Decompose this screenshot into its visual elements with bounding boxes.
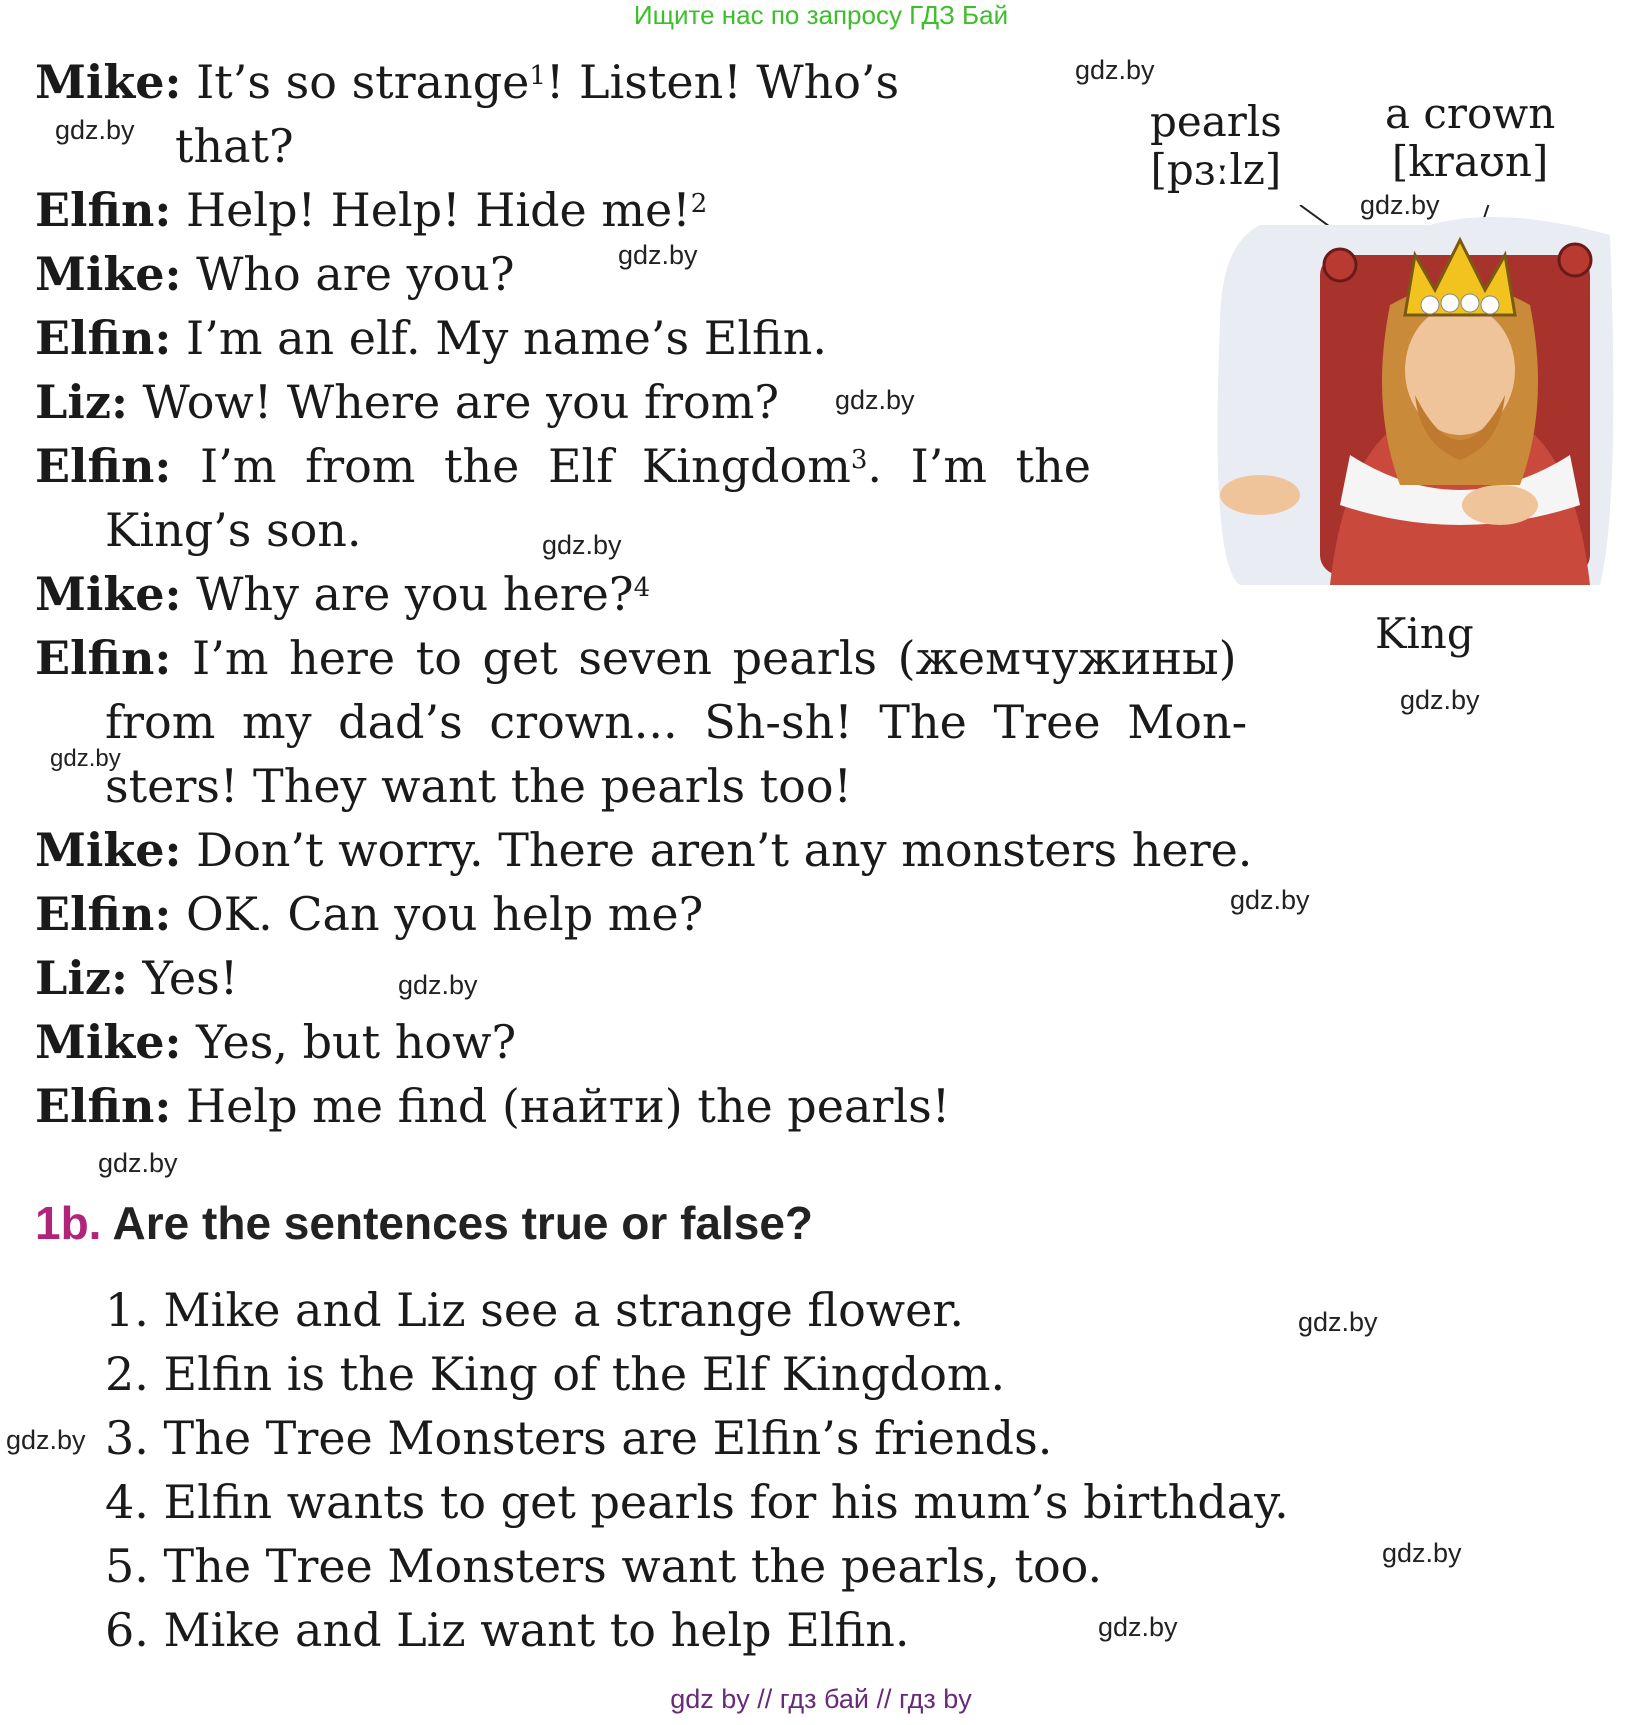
dialogue-line: [35, 562, 1335, 626]
watermark: gdz.by: [1400, 685, 1480, 715]
dialogue-line: [35, 882, 1335, 946]
crown-word: a crown: [1385, 89, 1556, 138]
line-text: Help me find (найти) the pearls!: [186, 1079, 951, 1133]
king-illustration: [1200, 205, 1620, 595]
watermark: gdz.by: [1382, 1538, 1462, 1568]
list-item: 2. Elfin is the King of the Elf Kingdom.: [105, 1347, 1006, 1401]
line-text: Yes, but how?: [196, 1015, 517, 1069]
speaker: Elfin:: [35, 887, 172, 941]
watermark: gdz.by: [1075, 55, 1155, 85]
footnote-mark: 4: [633, 573, 651, 603]
hand-left: [1220, 475, 1300, 515]
list-item: 3. The Tree Monsters are Elfin’s friends.: [105, 1411, 1053, 1465]
watermark: gdz.by: [1098, 1612, 1178, 1642]
pearls-word: pearls: [1150, 97, 1282, 146]
dialogue-line: [35, 818, 1335, 882]
line-text: Wow! Where are you from?: [142, 375, 780, 429]
watermark: gdz.by: [98, 1148, 178, 1178]
speaker: Mike:: [35, 1015, 182, 1069]
speaker: Elfin:: [35, 183, 172, 237]
line-continuation: King’s son.: [105, 503, 362, 557]
sentence-list: [105, 1278, 1289, 1662]
line-text: Yes!: [142, 951, 239, 1005]
dialogue-line: [35, 370, 1335, 434]
watermark: gdz.by: [618, 240, 698, 270]
speaker: Mike:: [35, 247, 182, 301]
dialogue-line: [35, 306, 1335, 370]
speaker: Elfin:: [35, 631, 172, 685]
exercise-heading: [35, 1196, 813, 1250]
crown-label: [1385, 90, 1555, 186]
line-text: Don’t worry. There aren’t any monsters here.: [196, 823, 1253, 877]
speaker: Liz:: [35, 375, 128, 429]
watermark: gdz.by: [542, 530, 622, 560]
pearls-label: [1150, 98, 1282, 194]
king-caption: King: [1375, 609, 1474, 658]
list-item: 6. Mike and Liz want to help Elfin.: [105, 1603, 910, 1657]
line-continuation: that?: [175, 119, 294, 173]
line-text: I’m from the Elf Kingdom: [200, 439, 851, 493]
speaker: Elfin:: [35, 439, 172, 493]
line-text: Who are you?: [196, 247, 515, 301]
line-text: ! Listen! Who’s: [545, 55, 900, 109]
dialogue-line: [35, 946, 1335, 1010]
pearl: [1441, 294, 1459, 312]
throne-knob-right: [1559, 244, 1591, 276]
speaker: Liz:: [35, 951, 128, 1005]
watermark: gdz.by: [835, 385, 915, 415]
line-continuation: sters! They want the pearls too!: [105, 759, 853, 813]
footnote-mark: 2: [690, 189, 708, 219]
watermark: gdz.by: [6, 1425, 86, 1455]
line-text: I’m an elf. My name’s Elfin.: [186, 311, 827, 365]
line-text: . I’m the: [867, 439, 1091, 493]
footnote-mark: 3: [850, 445, 868, 475]
dialogue-line: [35, 1074, 1335, 1138]
line-text: It’s so strange: [196, 55, 530, 109]
list-item: 1. Mike and Liz see a strange flower.: [105, 1283, 964, 1337]
line-text: Why are you here?: [196, 567, 634, 621]
top-banner[interactable]: Ищите нас по запросу ГДЗ Бай: [633, 0, 1009, 30]
footer-links[interactable]: gdz by // гдз бай // гдз by: [670, 1684, 972, 1714]
pearl: [1421, 296, 1439, 314]
dialogue-line: [35, 178, 1335, 242]
exercise-number: 1b.: [35, 1197, 102, 1249]
hand-right: [1462, 485, 1538, 525]
list-item: 4. Elfin wants to get pearls for his mum’s birthday.: [105, 1475, 1289, 1529]
exercise-title: Are the sentences true or false?: [112, 1197, 814, 1249]
pearl: [1461, 294, 1479, 312]
line-text: OK. Can you help me?: [186, 887, 704, 941]
speaker: Mike:: [35, 55, 182, 109]
footnote-mark: 1: [529, 61, 546, 91]
watermark: gdz.by: [1360, 190, 1440, 220]
dialogue-line: [35, 626, 1335, 818]
speaker: Mike:: [35, 567, 182, 621]
line-text: I’m here to get seven pearls (жемчужины): [192, 631, 1237, 685]
speaker: Mike:: [35, 823, 182, 877]
watermark: gdz.by: [55, 115, 135, 145]
pearls-ipa: [pɜːlz]: [1150, 145, 1282, 194]
watermark: gdz.by: [50, 745, 121, 772]
line-text: Help! Help! Hide me!: [186, 183, 691, 237]
list-item: 5. The Tree Monsters want the pearls, too.: [105, 1539, 1103, 1593]
speaker: Elfin:: [35, 311, 172, 365]
throne-knob-left: [1324, 249, 1356, 281]
watermark: gdz.by: [1298, 1307, 1378, 1337]
speaker: Elfin:: [35, 1079, 172, 1133]
dialogue: [35, 50, 1335, 1138]
dialogue-line: [35, 434, 1335, 562]
pearl: [1481, 296, 1499, 314]
watermark: gdz.by: [398, 970, 478, 1000]
crown-ipa: [kraʊn]: [1391, 137, 1549, 186]
line-continuation: from my dad’s crown... Sh-sh! The Tree Mon-: [105, 695, 1248, 749]
dialogue-line: [35, 1010, 1335, 1074]
watermark: gdz.by: [1230, 885, 1310, 915]
